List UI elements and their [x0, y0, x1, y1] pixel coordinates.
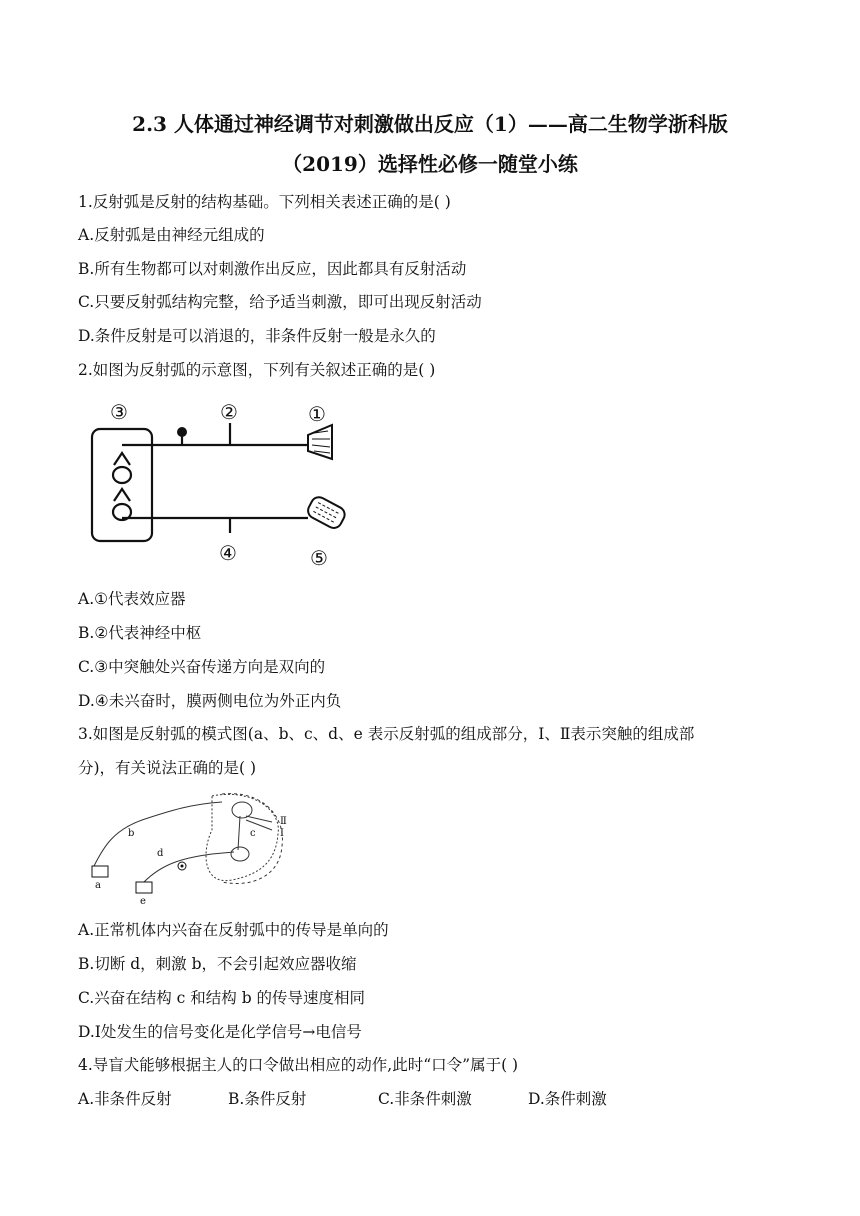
- q2-label-4: ④: [219, 541, 237, 565]
- q2-label-3: ③: [110, 400, 128, 424]
- q3-stem-line1: 3.如图是反射弧的模式图(a、b、c、d、e 表示反射弧的组成部分，Ⅰ、Ⅱ表示突触的组成部: [78, 725, 695, 743]
- q4-option-b: B.条件反射: [228, 1090, 307, 1108]
- q1-stem: 1.反射弧是反射的结构基础。下列相关表述正确的是( ): [78, 193, 451, 211]
- q2-option-c: C.③中突触处兴奋传递方向是双向的: [78, 658, 326, 676]
- q3-effector-box: [136, 882, 152, 893]
- q2-ganglion-dot: [177, 427, 187, 437]
- q3-reflex-arc-figure: [82, 790, 302, 908]
- q3-label-i: Ⅰ: [280, 828, 284, 839]
- q3-label-ii: Ⅱ: [280, 816, 287, 827]
- q3-label-a: a: [95, 880, 101, 891]
- q3-stem-line2: 分)，有关说法正确的是( ): [78, 759, 257, 777]
- q2-reflex-arc-figure: [80, 395, 370, 575]
- q1-option-c: C.只要反射弧结构完整，给予适当刺激，即可出现反射活动: [78, 293, 482, 311]
- q2-label-5: ⑤: [310, 546, 328, 570]
- q3-option-a: A.正常机体内兴奋在反射弧中的传导是单向的: [78, 921, 389, 939]
- q4-option-c: C.非条件刺激: [378, 1090, 472, 1108]
- q3-option-d: D.Ⅰ处发生的信号变化是化学信号→电信号: [78, 1023, 362, 1041]
- q1-option-b: B.所有生物都可以对刺激作出反应，因此都具有反射活动: [78, 260, 467, 278]
- q3-label-b: b: [128, 828, 135, 839]
- q1-option-a: A.反射弧是由神经元组成的: [78, 226, 265, 244]
- page-title-line1: 2.3 人体通过神经调节对刺激做出反应（1）——高二生物学浙科版: [132, 112, 728, 136]
- q1-option-d: D.条件反射是可以消退的，非条件反射一般是永久的: [78, 327, 436, 345]
- q3-label-c: c: [250, 828, 256, 839]
- page-title-line2: （2019）选择性必修一随堂小练: [282, 152, 578, 176]
- q4-option-a: A.非条件反射: [78, 1090, 172, 1108]
- q2-effector-shape: [305, 494, 347, 530]
- q2-label-2: ②: [220, 400, 238, 424]
- q2-receptor-shape: [308, 425, 332, 459]
- q3-option-b: B.切断 d，刺激 b，不会引起效应器收缩: [78, 955, 357, 973]
- q2-label-1: ①: [308, 402, 326, 426]
- q2-option-b: B.②代表神经中枢: [78, 624, 202, 642]
- q3-receptor-box: [92, 866, 108, 877]
- q3-option-c: C.兴奋在结构 c 和结构 b 的传导速度相同: [78, 989, 366, 1007]
- q4-option-d: D.条件刺激: [528, 1090, 607, 1108]
- q4-stem: 4.导盲犬能够根据主人的口令做出相应的动作,此时“口令”属于( ): [78, 1056, 519, 1074]
- q3-label-e: e: [140, 896, 146, 907]
- q3-label-d: d: [157, 848, 164, 859]
- q2-option-d: D.④未兴奋时，膜两侧电位为外正内负: [78, 692, 342, 710]
- q2-stem: 2.如图为反射弧的示意图，下列有关叙述正确的是( ): [78, 361, 436, 379]
- q2-option-a: A.①代表效应器: [78, 590, 186, 608]
